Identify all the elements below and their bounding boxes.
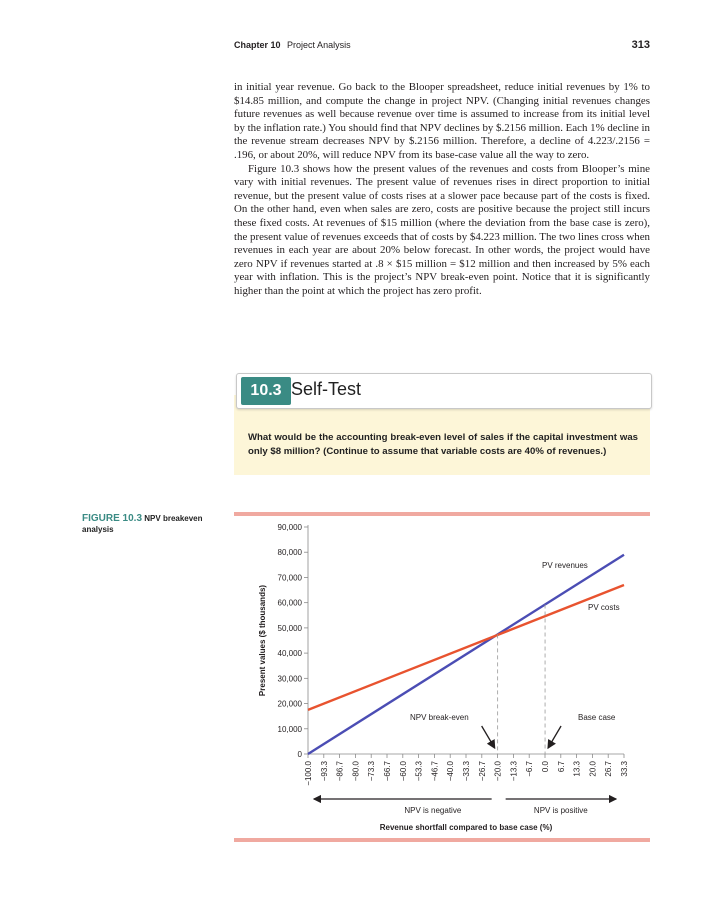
x-tick-label: −40.0 (446, 761, 456, 782)
y-tick-label: 10,000 (277, 724, 302, 734)
self-test-number: 10.3 (241, 377, 291, 405)
y-tick-label: 60,000 (277, 598, 302, 608)
x-tick-label: 26.7 (604, 761, 614, 777)
figure-number: FIGURE 10.3 (82, 513, 143, 524)
body-text (234, 81, 650, 299)
y-tick-label: 80,000 (277, 548, 302, 558)
chart-svg (234, 517, 650, 842)
section-label: Project Analysis (287, 40, 351, 50)
x-tick-label: 0.0 (541, 761, 550, 773)
self-test-question: What would be the accounting break-even level of sales if the capital investment was only $8 million? (Continue to assume that variable costs are 40% of revenues.) (248, 432, 638, 457)
page-header (234, 40, 650, 54)
x-tick-label: 20.0 (588, 761, 598, 777)
x-tick-label: −80.0 (351, 761, 361, 782)
x-tick-label: 13.3 (572, 761, 582, 777)
x-tick-label: 6.7 (556, 761, 566, 773)
pv-costs-label: PV costs (588, 603, 620, 612)
self-test-title: Self-Test (291, 379, 362, 399)
x-tick-label: 33.3 (620, 761, 629, 777)
pv-costs-line (308, 585, 624, 710)
x-tick-label: −73.3 (367, 761, 377, 782)
self-test-header (236, 373, 652, 409)
x-tick-label: −100.0 (304, 761, 313, 786)
pv-revenues-label: PV revenues (542, 561, 588, 570)
npv-positive-label: NPV is positive (533, 806, 588, 815)
y-tick-label: 70,000 (277, 573, 302, 583)
x-tick-label: −6.7 (525, 761, 535, 777)
x-tick-label: −46.7 (430, 761, 440, 782)
x-tick-label: −33.3 (462, 761, 471, 782)
npv-breakeven-chart (234, 517, 650, 842)
page-number: 313 (631, 39, 650, 51)
y-tick-label: 20,000 (277, 699, 302, 709)
x-axis-title: Revenue shortfall compared to base case (%) (379, 823, 553, 832)
npv-negative-label: NPV is negative (404, 806, 462, 815)
pv-revenues-line (308, 555, 624, 754)
x-tick-label: −53.3 (414, 761, 424, 782)
breakeven-label: NPV break-even (410, 713, 469, 722)
y-tick-label: 50,000 (277, 623, 302, 633)
x-tick-label: −86.7 (335, 761, 345, 782)
self-test-box (234, 373, 650, 475)
chapter-label: Chapter 10 (234, 40, 281, 50)
figure-top-rule (234, 512, 650, 516)
y-tick-label: 30,000 (277, 674, 302, 684)
y-axis-title: Present values ($ thousands) (258, 584, 267, 697)
figure-caption (82, 513, 232, 535)
y-tick-label: 90,000 (277, 523, 302, 532)
x-tick-label: −93.3 (319, 761, 329, 782)
figure-caption-text: NPV breakeven analysis (82, 514, 203, 534)
x-tick-label: −60.0 (398, 761, 408, 782)
base-case-label: Base case (578, 713, 616, 722)
breakeven-arrow (482, 726, 495, 748)
base-case-arrow (548, 726, 561, 748)
x-tick-label: −20.0 (493, 761, 503, 782)
x-tick-label: −66.7 (383, 761, 392, 782)
paragraph: Figure 10.3 shows how the present values of the revenues and costs from Blooper’s mine vary with initial revenues. The present value of revenues rises in direct proportion to initial revenue, but the present value of costs rises at a slower pace because part of the costs is fixed. On the other hand, even when sales are zero, costs are positive because the project still incurs these fixed costs. At revenues of $15 million (where the deviation from the base case is zero), the present value of revenues exceeds that of costs by $4.223 million. The two lines cross when revenues in each year are about 20% below forecast. In other words, the project would have zero NPV if revenues started at .8 × $15 million = $12 million and then increased by 5% each year with inflation. This is the project’s NPV break-even point. Notice that it is significantly higher than the point at which the project has zero profit. (234, 162, 650, 297)
y-tick-label: 0 (297, 750, 302, 759)
x-tick-label: −13.3 (509, 761, 519, 782)
x-tick-label: −26.7 (477, 761, 487, 782)
y-tick-label: 40,000 (277, 649, 302, 659)
paragraph: in initial year revenue. Go back to the Blooper spreadsheet, reduce initial revenues by 1% to $14.85 million, and compute the change in project NPV. (Changing initial revenues changes future revenues as well because revenue over time is assumed to increase from its initial level by the inflation rate.) You should find that NPV declines by $.2156 million. Each 1% decline in the revenue stream decreases NPV by $.2156 million. Therefore, a decline of 4.223/.2156 = .196, or about 20%, will reduce NPV from its base-case value all the way to zero. (234, 81, 651, 161)
